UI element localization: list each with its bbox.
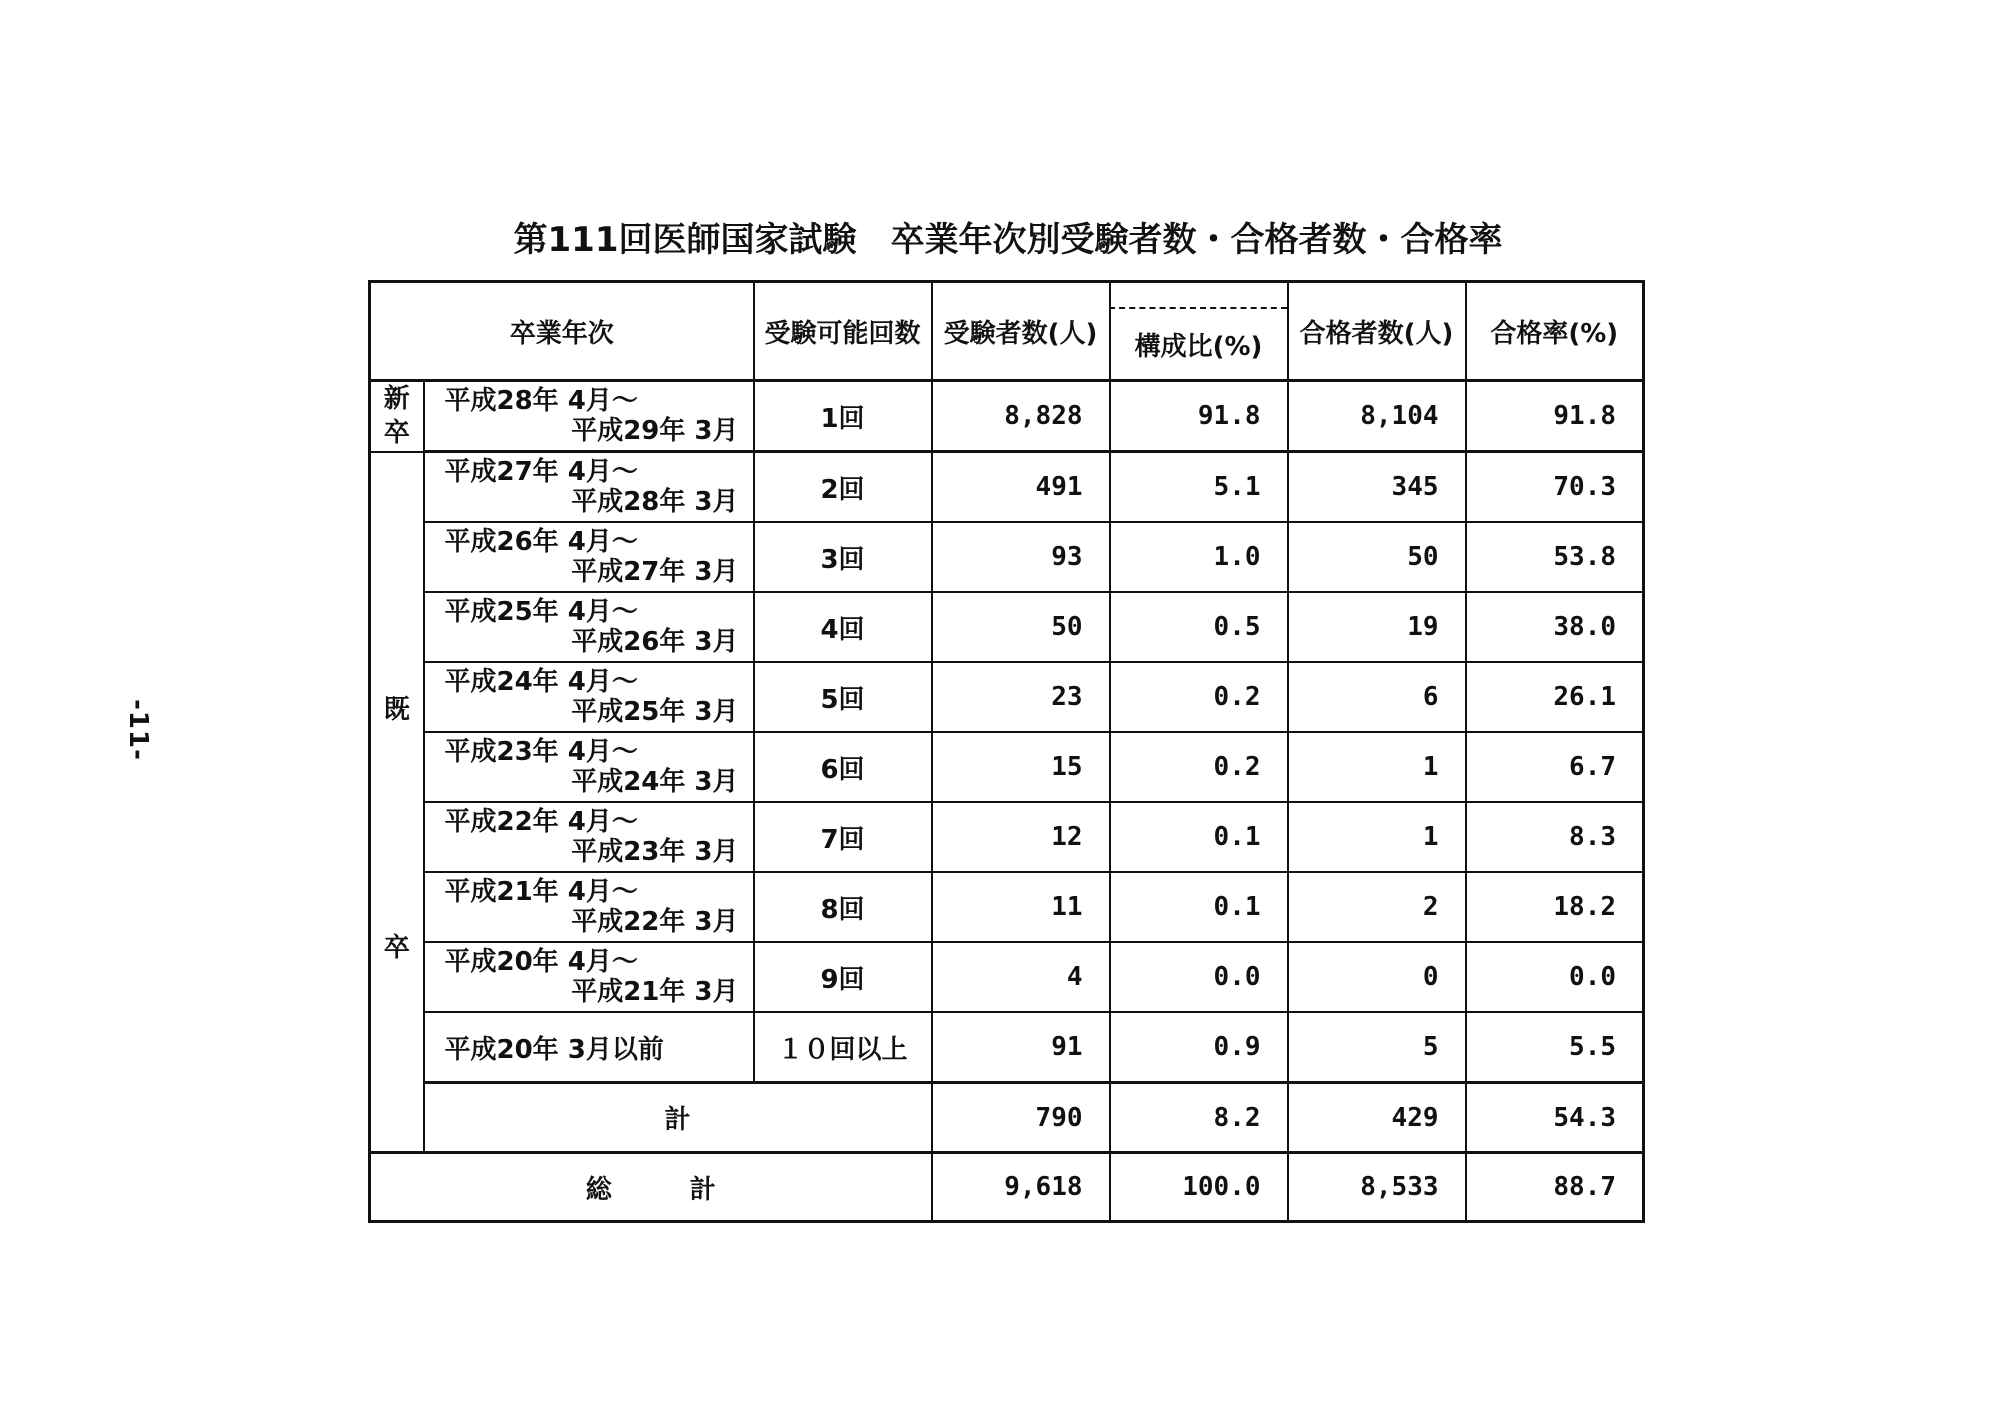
period-end: 平成28年 3月 — [571, 487, 739, 517]
examinees-cell: 11 — [932, 872, 1110, 942]
table-row — [370, 802, 1644, 872]
period-cell — [424, 732, 754, 802]
attempts-cell: 1回 — [754, 381, 932, 452]
period-start: 平成26年 4月～ — [444, 527, 638, 557]
pass-rate-cell: 70.3 — [1466, 452, 1644, 523]
period-end: 平成22年 3月 — [571, 907, 739, 937]
attempts-cell: 7回 — [754, 802, 932, 872]
table-row — [370, 592, 1644, 662]
table-row — [370, 522, 1644, 592]
passers-cell: 1 — [1288, 802, 1466, 872]
pass-rate-cell: 53.8 — [1466, 522, 1644, 592]
period-start: 平成21年 4月～ — [444, 877, 638, 907]
examinees-cell: 4 — [932, 942, 1110, 1012]
side-char: 卒 — [383, 418, 410, 449]
pass-rate-cell: 8.3 — [1466, 802, 1644, 872]
side-label-shinsotsu — [370, 381, 424, 452]
grand-total-ratio: 100.0 — [1110, 1153, 1288, 1222]
pass-rate-cell: 5.5 — [1466, 1012, 1644, 1083]
table-header-row — [370, 282, 1644, 381]
period-cell — [424, 662, 754, 732]
period-cell — [424, 522, 754, 592]
pass-rate-cell: 38.0 — [1466, 592, 1644, 662]
period-cell — [424, 802, 754, 872]
header-pass-rate: 合格率(%) — [1466, 282, 1644, 381]
period-start: 平成27年 4月～ — [444, 457, 638, 487]
header-ratio-cell — [1110, 282, 1288, 381]
ratio-cell: 0.2 — [1110, 732, 1288, 802]
examinees-cell: 91 — [932, 1012, 1110, 1083]
side-char: 卒 — [383, 932, 410, 963]
period-cell — [424, 872, 754, 942]
table-row — [370, 942, 1644, 1012]
attempts-cell: １０回以上 — [754, 1012, 932, 1083]
side-label-kisotsu — [370, 452, 424, 1153]
examinees-cell: 50 — [932, 592, 1110, 662]
attempts-cell: 5回 — [754, 662, 932, 732]
table-row — [370, 452, 1644, 523]
ratio-cell: 0.0 — [1110, 942, 1288, 1012]
grand-total-row — [370, 1153, 1644, 1222]
header-attempts: 受験可能回数 — [754, 282, 932, 381]
table-row — [370, 381, 1644, 452]
header-examinees: 受験者数(人) — [932, 282, 1110, 381]
examinees-cell: 12 — [932, 802, 1110, 872]
graduation-year-table — [368, 280, 1645, 1223]
subtotal-passers: 429 — [1288, 1083, 1466, 1153]
table-row — [370, 872, 1644, 942]
page-number-text: -11- — [123, 699, 154, 761]
period-cell: 平成20年 3月以前 — [424, 1012, 754, 1083]
subtotal-pass-rate: 54.3 — [1466, 1083, 1644, 1153]
period-end: 平成23年 3月 — [571, 837, 739, 867]
period-start: 平成20年 4月～ — [444, 947, 638, 977]
subtotal-label: 計 — [424, 1083, 932, 1153]
document-title: 第111回医師国家試験 卒業年次別受験者数・合格者数・合格率 — [513, 220, 1503, 260]
attempts-cell: 3回 — [754, 522, 932, 592]
header-passers: 合格者数(人) — [1288, 282, 1466, 381]
subtotal-ratio: 8.2 — [1110, 1083, 1288, 1153]
examinees-cell: 15 — [932, 732, 1110, 802]
attempts-cell: 9回 — [754, 942, 932, 1012]
side-char: 新 — [383, 384, 410, 415]
period-start: 平成25年 4月～ — [444, 597, 638, 627]
ratio-cell: 5.1 — [1110, 452, 1288, 523]
passers-cell: 6 — [1288, 662, 1466, 732]
pass-rate-cell: 18.2 — [1466, 872, 1644, 942]
period-cell — [424, 452, 754, 523]
period-cell — [424, 942, 754, 1012]
pass-rate-cell: 6.7 — [1466, 732, 1644, 802]
passers-cell: 0 — [1288, 942, 1466, 1012]
ratio-cell: 0.9 — [1110, 1012, 1288, 1083]
attempts-cell: 4回 — [754, 592, 932, 662]
examinees-cell: 23 — [932, 662, 1110, 732]
attempts-cell: 6回 — [754, 732, 932, 802]
examinees-cell: 491 — [932, 452, 1110, 523]
passers-cell: 8,104 — [1288, 381, 1466, 452]
pass-rate-cell: 91.8 — [1466, 381, 1644, 452]
grand-total-passers: 8,533 — [1288, 1153, 1466, 1222]
passers-cell: 2 — [1288, 872, 1466, 942]
subtotal-examinees: 790 — [932, 1083, 1110, 1153]
examinees-cell: 8,828 — [932, 381, 1110, 452]
passers-cell: 5 — [1288, 1012, 1466, 1083]
grand-total-label: 総 計 — [370, 1153, 932, 1222]
period-cell — [424, 592, 754, 662]
period-start: 平成28年 4月～ — [444, 386, 638, 416]
period-start: 平成24年 4月～ — [444, 667, 638, 697]
header-ratio: 構成比(%) — [1110, 307, 1287, 379]
ratio-cell: 0.1 — [1110, 872, 1288, 942]
table-row — [370, 1012, 1644, 1083]
page-number — [118, 680, 158, 780]
ratio-cell: 0.5 — [1110, 592, 1288, 662]
grand-total-pass-rate: 88.7 — [1466, 1153, 1644, 1222]
header-grad-year: 卒業年次 — [370, 282, 754, 381]
period-end: 平成29年 3月 — [571, 416, 739, 446]
period-end: 平成26年 3月 — [571, 627, 739, 657]
table-row — [370, 662, 1644, 732]
period-end: 平成25年 3月 — [571, 697, 739, 727]
ratio-cell: 1.0 — [1110, 522, 1288, 592]
pass-rate-cell: 26.1 — [1466, 662, 1644, 732]
period-start: 平成22年 4月～ — [444, 807, 638, 837]
subtotal-row — [370, 1083, 1644, 1153]
period-end: 平成27年 3月 — [571, 557, 739, 587]
side-char: 既 — [383, 694, 410, 725]
ratio-cell: 0.2 — [1110, 662, 1288, 732]
passers-cell: 1 — [1288, 732, 1466, 802]
period-cell — [424, 381, 754, 452]
period-end: 平成21年 3月 — [571, 977, 739, 1007]
period-end: 平成24年 3月 — [571, 767, 739, 797]
passers-cell: 50 — [1288, 522, 1466, 592]
examinees-cell: 93 — [932, 522, 1110, 592]
passers-cell: 19 — [1288, 592, 1466, 662]
period-start: 平成23年 4月～ — [444, 737, 638, 767]
attempts-cell: 8回 — [754, 872, 932, 942]
grand-total-examinees: 9,618 — [932, 1153, 1110, 1222]
ratio-cell: 0.1 — [1110, 802, 1288, 872]
table-row — [370, 732, 1644, 802]
attempts-cell: 2回 — [754, 452, 932, 523]
ratio-cell: 91.8 — [1110, 381, 1288, 452]
passers-cell: 345 — [1288, 452, 1466, 523]
pass-rate-cell: 0.0 — [1466, 942, 1644, 1012]
